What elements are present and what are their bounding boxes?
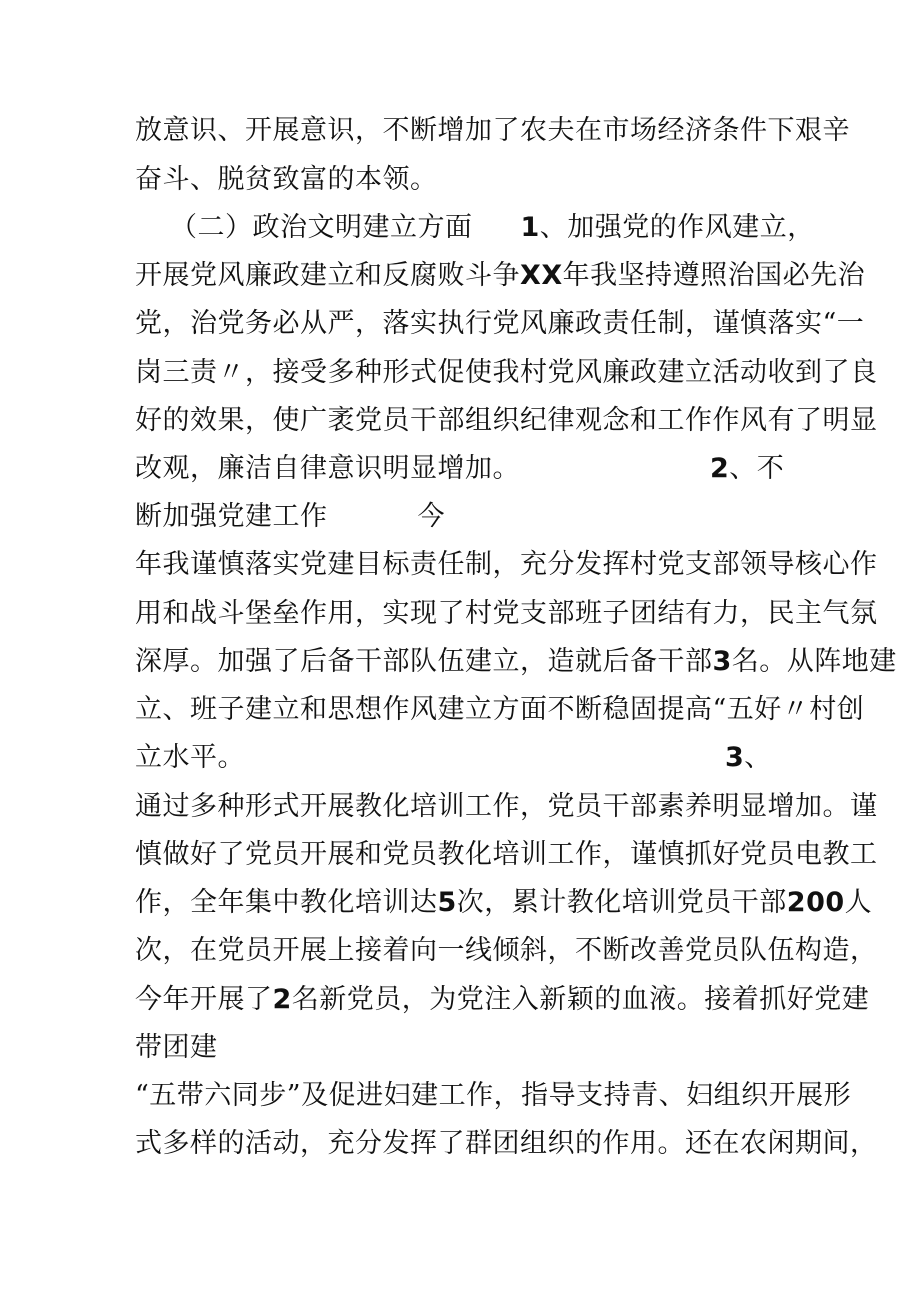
- text-run: 、加强党的作风建立，: [539, 212, 815, 243]
- text-line: [135, 452, 795, 486]
- text-run: 次，在党员开展上接着向一线倾斜，不断改善党员队伍构造，: [135, 935, 878, 966]
- text-run: 式多样的活动，充分发挥了群团组织的作用。还在农闲期间，: [135, 1128, 878, 1159]
- text-line: [135, 838, 878, 872]
- text-line: [135, 741, 795, 775]
- bold-number: 2: [272, 984, 292, 1015]
- bold-number: 2: [710, 453, 730, 484]
- text-line: [135, 548, 878, 582]
- text-run: 慎做好了党员开展和党员教化培训工作，谨慎抓好党员电教工: [135, 839, 878, 870]
- bold-number: 1: [520, 212, 540, 243]
- text-line: [135, 259, 866, 293]
- text-run: 今年开展了: [135, 984, 273, 1015]
- text-line: [135, 886, 873, 920]
- text-run: 立、班子建立和思想作风建立方面不断稳固提高“五好〃村创: [135, 694, 865, 725]
- text-line: [135, 1031, 795, 1065]
- text-run: 好的效果，使广袤党员干部组织纪律观念和工作作风有了明显: [135, 405, 878, 436]
- text-run: 用和战斗堡垒作用，实现了村党支部班子团结有力，民主气氛: [135, 598, 878, 629]
- bold-number: 5: [437, 887, 457, 918]
- text-run: 名。从阵地建: [731, 646, 897, 677]
- text-line: [135, 1079, 852, 1113]
- text-run: 带团建: [135, 1032, 218, 1063]
- text-run: 改观，廉洁自律意识明显增加。: [135, 453, 520, 484]
- bold-number: 3: [712, 646, 732, 677]
- text-line: [135, 114, 850, 148]
- text-line: [135, 934, 878, 968]
- text-line: [135, 597, 878, 631]
- text-run: 通过多种形式开展教化培训工作，党员干部素养明显增加。谨: [135, 791, 878, 822]
- text-run: 、不: [729, 453, 785, 484]
- text-run: 年我坚持遵照治国必先治: [562, 260, 866, 291]
- text-line: [135, 693, 865, 727]
- text-line: [135, 1127, 878, 1161]
- text-run: 党，治党务必从严，落实执行党风廉政责任制，谨慎落实“一: [135, 308, 865, 339]
- text-run: 放意识、开展意识，不断增加了农夫在市场经济条件下艰辛: [135, 115, 850, 146]
- text-run: （二）政治文明建立方面: [170, 212, 473, 243]
- text-run: 人: [844, 887, 873, 918]
- text-run: 作，全年集中教化培训达: [135, 887, 438, 918]
- text-run: 开展党风廉政建立和反腐败斗争: [135, 260, 520, 291]
- text-run: 今: [417, 501, 445, 532]
- text-run: 奋斗、脱贫致富的本领。: [135, 164, 438, 195]
- text-line: [135, 356, 878, 390]
- text-run: 次，累计教化培训党员干部: [456, 887, 787, 918]
- text-run: 立水平。: [135, 742, 245, 773]
- bold-number: 3: [725, 742, 745, 773]
- text-line: [135, 163, 795, 197]
- text-run: 年我谨慎落实党建目标责任制，充分发挥村党支部领导核心作: [135, 549, 878, 580]
- text-line: [135, 500, 795, 534]
- text-run: 、: [744, 742, 772, 773]
- text-run: 名新党员，为党注入新颖的血液。接着抓好党建: [291, 984, 870, 1015]
- text-run: “五带六同步”及促进妇建工作，指导支持青、妇组织开展形: [135, 1080, 852, 1111]
- bold-number: 200: [786, 887, 845, 918]
- text-line: [135, 983, 870, 1017]
- text-line: [135, 404, 878, 438]
- text-line: [135, 790, 878, 824]
- bold-number: XX: [520, 260, 563, 291]
- text-run: 深厚。加强了后备干部队伍建立，造就后备干部: [135, 646, 713, 677]
- text-line: [135, 645, 897, 679]
- text-line: [170, 211, 830, 245]
- text-run: 岗三责〃，接受多种形式促使我村党风廉政建立活动收到了良: [135, 357, 878, 388]
- text-run: 断加强党建工作: [135, 501, 328, 532]
- text-line: [135, 307, 865, 341]
